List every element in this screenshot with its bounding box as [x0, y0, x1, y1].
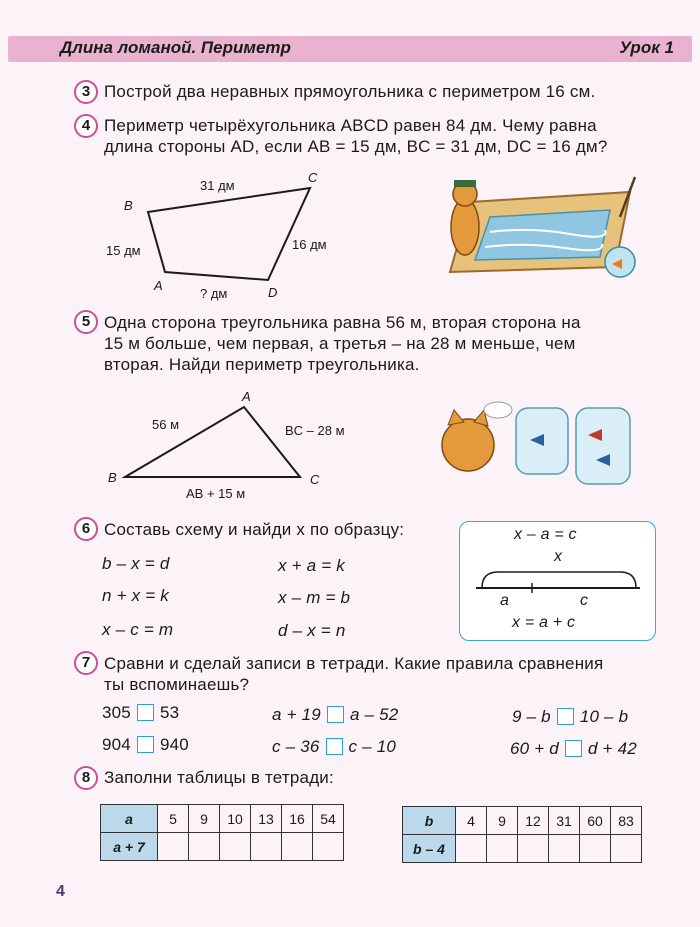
compare-row1-col3: 9 – b 10 – b: [512, 707, 629, 726]
sample-x-label: x: [554, 548, 563, 565]
task-4-line1: Периметр четырёхугольника ABCD равен 84 дм. Чему равна: [104, 116, 597, 135]
table-a-empty-cell: [251, 833, 282, 861]
sample-equation: x – a = c: [514, 526, 577, 543]
triangle-side-ba: 56 м: [152, 417, 180, 432]
triangle-vertex-b: B: [108, 470, 117, 485]
task-7-number: 7: [74, 651, 98, 675]
table-b-value: 9: [487, 807, 518, 835]
task-5-number: 5: [74, 310, 98, 334]
triangle-side-bc: AB + 15 м: [186, 486, 246, 501]
side-bc-label: 31 дм: [200, 178, 235, 193]
table-a-empty-cell: [220, 833, 251, 861]
table-a-empty-cell: [313, 833, 344, 861]
page-header: [8, 36, 692, 62]
compare-row2-col2: c – 36 c – 10: [272, 737, 397, 756]
table-a-value: 5: [158, 805, 189, 833]
task-4-line2: длина стороны AD, если AB = 15 дм, BC = 31 дм, DC = 16 дм?: [104, 137, 608, 156]
task-3-text: Построй два неравных прямоугольника с периметром 16 см.: [104, 82, 596, 101]
table-b: [402, 806, 642, 863]
vertex-d-label: D: [268, 285, 278, 300]
compare-box[interactable]: [137, 736, 154, 753]
task-5-line2: 15 м больше, чем первая, а третья – на 28 м меньше, чем: [104, 334, 576, 353]
vertex-a-label: A: [154, 278, 163, 293]
sample-solution: x = a + c: [512, 614, 576, 631]
task-8-text: Заполни таблицы в тетради:: [104, 768, 334, 787]
compare-box[interactable]: [137, 704, 154, 721]
page-number: 4: [56, 883, 65, 900]
table-b-empty-cell: [611, 835, 642, 863]
side-ab-label: 15 дм: [106, 243, 141, 258]
table-a-empty-cell: [158, 833, 189, 861]
table-a-value: 13: [251, 805, 282, 833]
table-a-value: 10: [220, 805, 251, 833]
table-b-empty-cell: [580, 835, 611, 863]
compare-box[interactable]: [326, 738, 343, 755]
table-b-row-label: b – 4: [403, 835, 456, 863]
equation-right-1: x + a = k: [278, 556, 346, 575]
cat-sandbox-illustration: [430, 172, 645, 284]
compare-box[interactable]: [565, 740, 582, 757]
side-ad-label: ? дм: [200, 286, 228, 301]
compare-row1-col2: a + 19 a – 52: [272, 705, 399, 724]
table-a-value: 16: [282, 805, 313, 833]
compare-box[interactable]: [327, 706, 344, 723]
task-3-number: 3: [74, 80, 98, 104]
vertex-b-label: B: [124, 198, 133, 213]
table-b-empty-cell: [456, 835, 487, 863]
equation-right-3: d – x = n: [278, 621, 346, 640]
compare-row1-col1: 305 53: [102, 703, 180, 722]
equation-right-2: x – m = b: [278, 588, 351, 607]
triangle-vertex-c: C: [310, 472, 320, 487]
header-lesson: Урок 1: [619, 38, 674, 57]
table-b-empty-cell: [549, 835, 580, 863]
vertex-c-label: C: [308, 170, 318, 185]
table-b-header: b: [403, 807, 456, 835]
table-a-value: 54: [313, 805, 344, 833]
compare-row2-col1: 904 940: [102, 735, 189, 754]
table-a-empty-cell: [189, 833, 220, 861]
task-7-line2: ты вспоминаешь?: [104, 675, 250, 694]
table-b-value: 31: [549, 807, 580, 835]
table-a-value: 9: [189, 805, 220, 833]
triangle-side-ac: BC – 28 м: [285, 423, 345, 438]
equation-left-3: x – c = m: [102, 620, 174, 639]
task-5-line1: Одна сторона треугольника равна 56 м, вторая сторона на: [104, 313, 581, 332]
side-cd-label: 16 дм: [292, 237, 327, 252]
cat-fish-jars-illustration: [438, 390, 638, 490]
sample-scheme-box: [459, 521, 656, 641]
table-a: [100, 804, 344, 861]
table-a-header: a: [101, 805, 158, 833]
table-b-value: 12: [518, 807, 549, 835]
header-title: Длина ломаной. Периметр: [60, 38, 291, 57]
compare-row2-col3: 60 + d d + 42: [510, 739, 637, 758]
task-4-number: 4: [74, 114, 98, 138]
triangle-vertex-a: A: [242, 389, 251, 404]
table-b-empty-cell: [487, 835, 518, 863]
task-8-number: 8: [74, 766, 98, 790]
equation-left-2: n + x = k: [102, 586, 170, 605]
table-b-value: 4: [456, 807, 487, 835]
table-a-empty-cell: [282, 833, 313, 861]
table-b-value: 60: [580, 807, 611, 835]
table-b-value: 83: [611, 807, 642, 835]
compare-box[interactable]: [557, 708, 574, 725]
task-6-text: Составь схему и найди x по образцу:: [104, 520, 405, 539]
task-5-line3: вторая. Найди периметр треугольника.: [104, 355, 420, 374]
sample-c-label: c: [580, 592, 589, 609]
equation-left-1: b – x = d: [102, 554, 170, 573]
table-a-row-label: a + 7: [101, 833, 158, 861]
task-7-line1: Сравни и сделай записи в тетради. Какие правила сравнения: [104, 654, 604, 673]
triangle-figure: [110, 395, 330, 490]
sample-a-label: a: [500, 592, 510, 609]
task-6-number: 6: [74, 517, 98, 541]
table-b-empty-cell: [518, 835, 549, 863]
